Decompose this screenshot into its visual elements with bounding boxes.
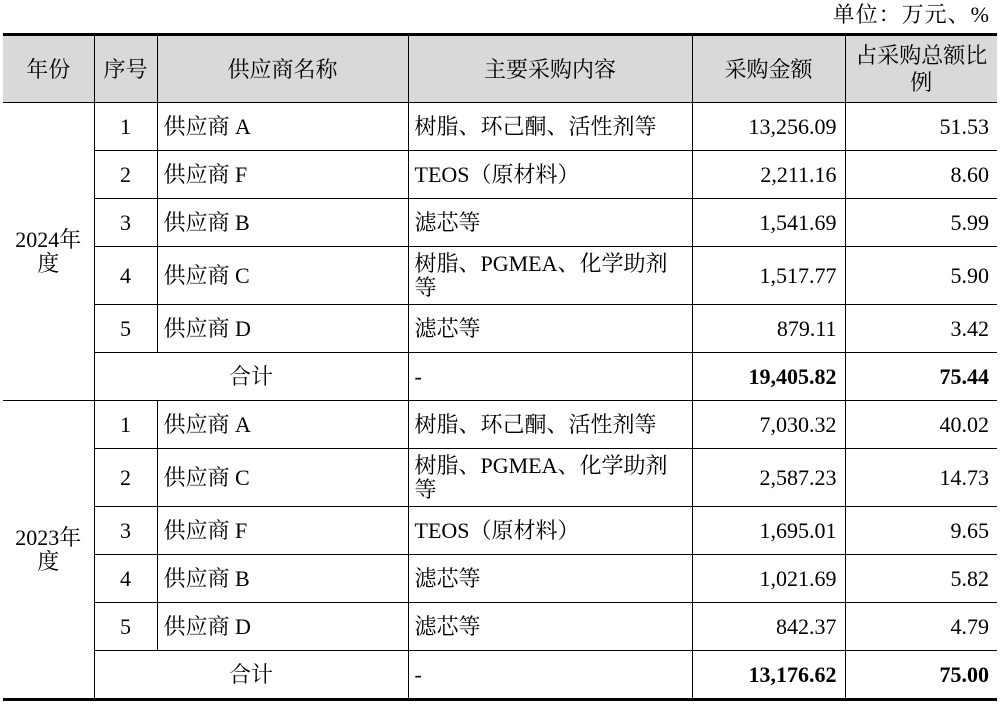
total-content: - <box>408 353 692 401</box>
table-row <box>3 199 997 247</box>
ratio-cell: 8.60 <box>845 151 997 199</box>
amount-cell: 1,695.01 <box>692 507 845 555</box>
ratio-cell: 5.90 <box>845 247 997 305</box>
header-amount: 采购金额 <box>692 35 845 103</box>
total-row <box>3 353 997 401</box>
ratio-cell: 14.73 <box>845 449 997 507</box>
supplier-cell: 供应商 F <box>157 507 408 555</box>
amount-cell: 1,517.77 <box>692 247 845 305</box>
content-cell: 滤芯等 <box>408 305 692 353</box>
header-no: 序号 <box>94 35 157 103</box>
supplier-cell: 供应商 A <box>157 401 408 449</box>
amount-cell: 2,211.16 <box>692 151 845 199</box>
unit-label: 单位：万元、% <box>832 2 990 27</box>
content-cell: 滤芯等 <box>408 555 692 603</box>
amount-cell: 13,256.09 <box>692 103 845 151</box>
table-row <box>3 305 997 353</box>
total-amount: 19,405.82 <box>692 353 845 401</box>
amount-cell: 1,021.69 <box>692 555 845 603</box>
no-cell: 5 <box>94 305 157 353</box>
ratio-cell: 5.99 <box>845 199 997 247</box>
amount-cell: 842.37 <box>692 603 845 651</box>
header-ratio: 占采购总额比例 <box>845 35 997 103</box>
no-cell: 2 <box>94 151 157 199</box>
table-row <box>3 103 997 151</box>
total-ratio: 75.00 <box>845 651 997 700</box>
no-cell: 4 <box>94 247 157 305</box>
no-cell: 1 <box>94 103 157 151</box>
content-cell: 滤芯等 <box>408 603 692 651</box>
content-cell: 树脂、环己酮、活性剂等 <box>408 401 692 449</box>
content-cell: 树脂、环己酮、活性剂等 <box>408 103 692 151</box>
no-cell: 1 <box>94 401 157 449</box>
no-cell: 3 <box>94 507 157 555</box>
content-cell: 树脂、PGMEA、化学助剂等 <box>408 247 692 305</box>
table-row <box>3 449 997 507</box>
ratio-cell: 4.79 <box>845 603 997 651</box>
content-cell: TEOS（原材料） <box>408 151 692 199</box>
amount-cell: 2,587.23 <box>692 449 845 507</box>
no-cell: 5 <box>94 603 157 651</box>
supplier-cell: 供应商 D <box>157 603 408 651</box>
amount-cell: 1,541.69 <box>692 199 845 247</box>
content-cell: TEOS（原材料） <box>408 507 692 555</box>
supplier-table <box>3 33 997 701</box>
amount-cell: 879.11 <box>692 305 845 353</box>
table-row <box>3 247 997 305</box>
supplier-cell: 供应商 A <box>157 103 408 151</box>
table-row <box>3 555 997 603</box>
table-row <box>3 401 997 449</box>
header-row <box>3 35 997 103</box>
total-ratio: 75.44 <box>845 353 997 401</box>
supplier-cell: 供应商 C <box>157 247 408 305</box>
total-label: 合计 <box>94 651 408 700</box>
supplier-cell: 供应商 D <box>157 305 408 353</box>
ratio-cell: 3.42 <box>845 305 997 353</box>
amount-cell: 7,030.32 <box>692 401 845 449</box>
total-amount: 13,176.62 <box>692 651 845 700</box>
supplier-cell: 供应商 B <box>157 555 408 603</box>
supplier-cell: 供应商 F <box>157 151 408 199</box>
year-cell: 2024年度 <box>3 103 94 401</box>
table-row <box>3 507 997 555</box>
total-content: - <box>408 651 692 700</box>
supplier-cell: 供应商 C <box>157 449 408 507</box>
no-cell: 4 <box>94 555 157 603</box>
year-cell: 2023年度 <box>3 401 94 700</box>
ratio-cell: 40.02 <box>845 401 997 449</box>
total-label: 合计 <box>94 353 408 401</box>
ratio-cell: 51.53 <box>845 103 997 151</box>
content-cell: 滤芯等 <box>408 199 692 247</box>
ratio-cell: 9.65 <box>845 507 997 555</box>
table-row <box>3 603 997 651</box>
total-row <box>3 651 997 700</box>
supplier-cell: 供应商 B <box>157 199 408 247</box>
no-cell: 3 <box>94 199 157 247</box>
table-row <box>3 151 997 199</box>
header-year: 年份 <box>3 35 94 103</box>
content-cell: 树脂、PGMEA、化学助剂等 <box>408 449 692 507</box>
header-content: 主要采购内容 <box>408 35 692 103</box>
header-supplier: 供应商名称 <box>157 35 408 103</box>
no-cell: 2 <box>94 449 157 507</box>
ratio-cell: 5.82 <box>845 555 997 603</box>
